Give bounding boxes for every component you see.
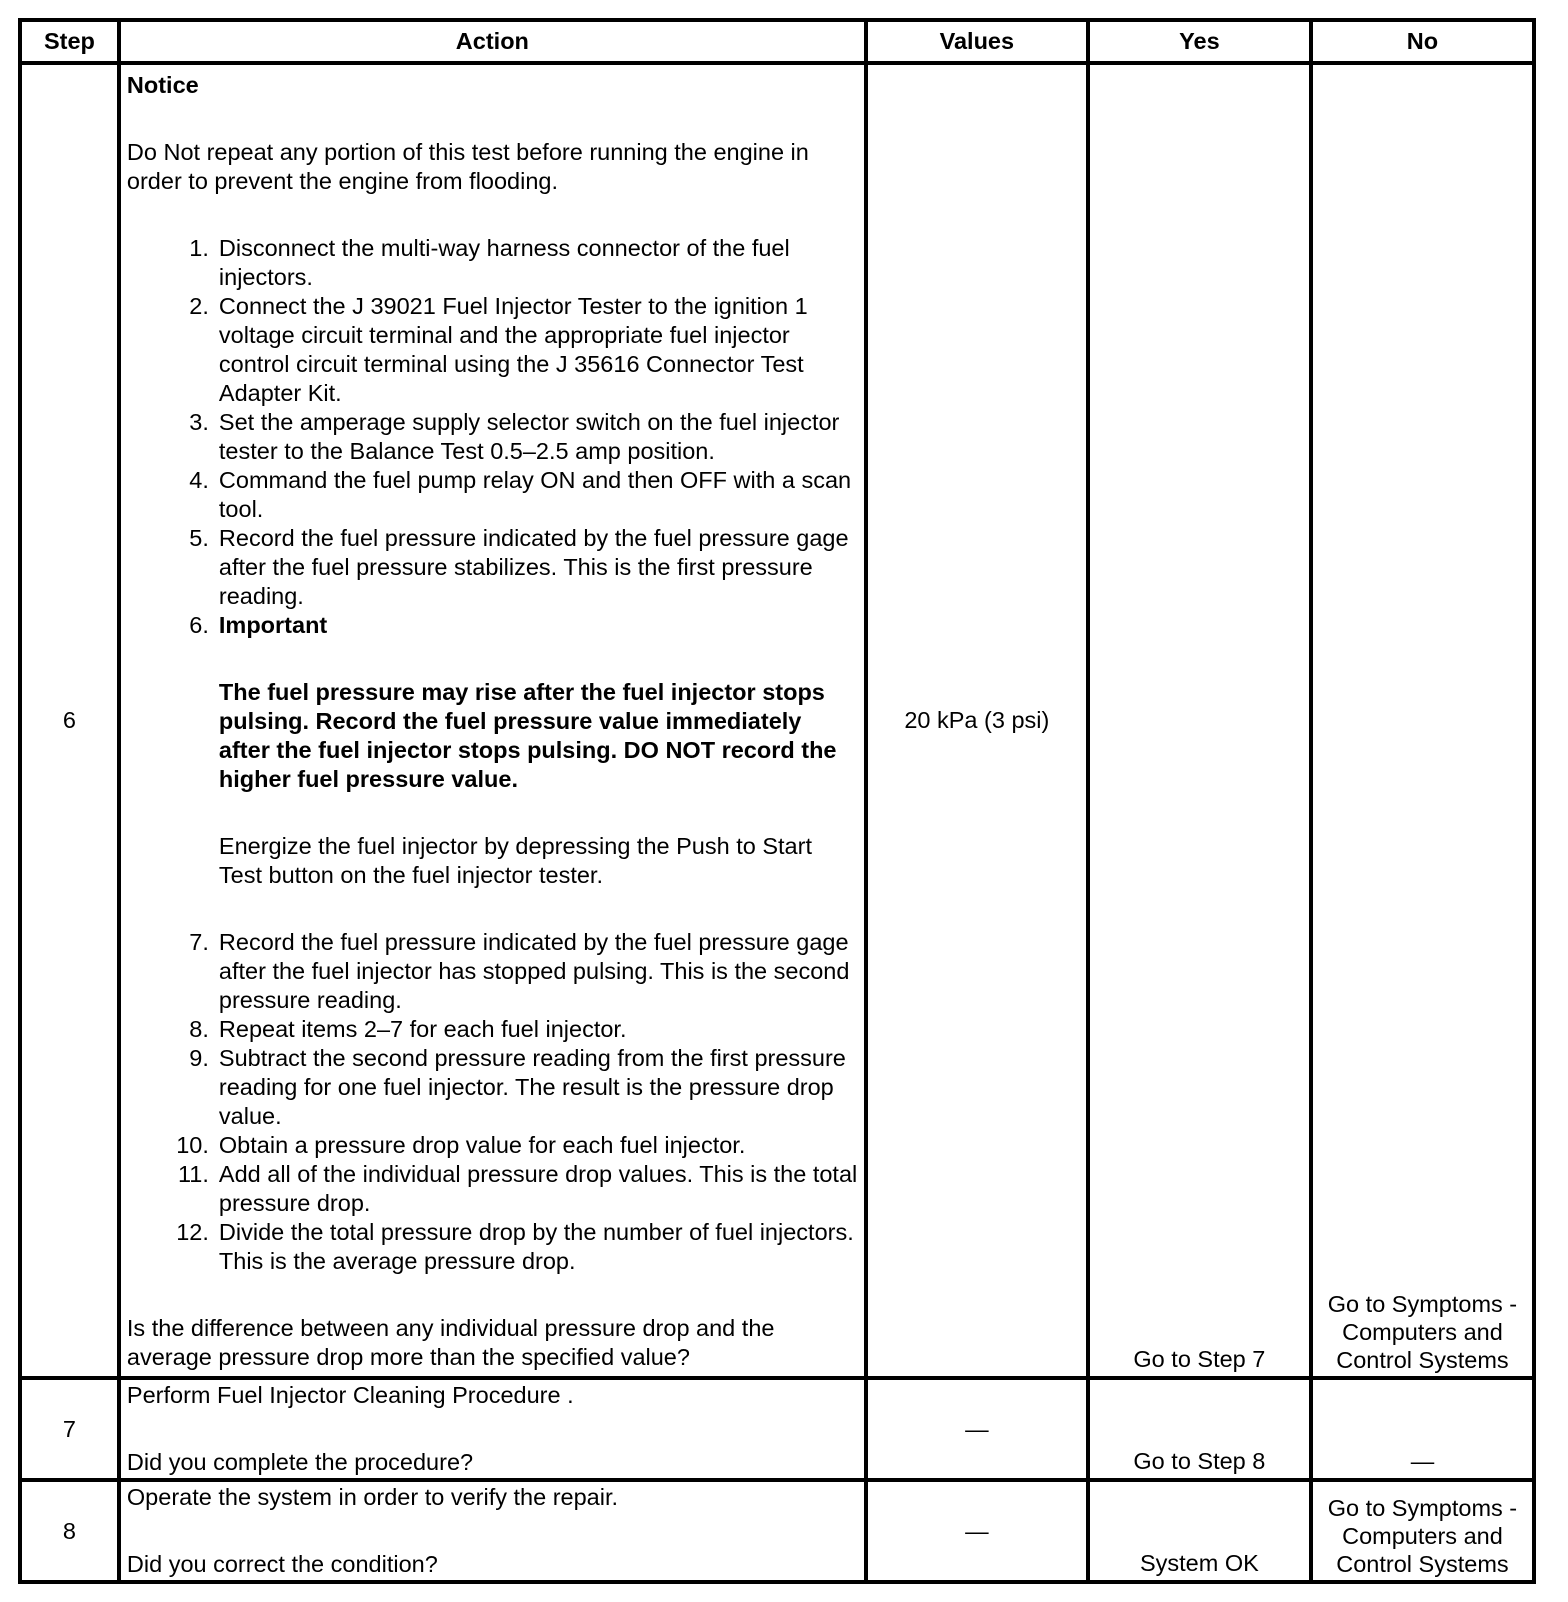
- list-item: [127, 928, 858, 1015]
- list-item: [127, 408, 858, 466]
- list-item-text: Repeat items 2–7 for each fuel injector.: [218, 1016, 627, 1042]
- no-cell: —: [1311, 1378, 1534, 1480]
- list-item-number: 5.: [189, 525, 209, 551]
- list-item-number: 4.: [189, 467, 209, 493]
- list-item-number: 8.: [189, 1016, 209, 1042]
- list-item-text: Command the fuel pump relay ON and then OFF with a scan tool.: [218, 467, 852, 522]
- list-item-text: Subtract the second pressure reading from the first pressure reading for one fuel injector. The result is the pressure drop value.: [218, 1045, 846, 1129]
- list-item-number: 6.: [189, 612, 209, 638]
- action-text: Perform Fuel Injector Cleaning Procedure .: [126, 1382, 574, 1408]
- value-cell: —: [866, 1378, 1088, 1480]
- list-item-number: 7.: [189, 929, 209, 955]
- list-item: [127, 1131, 858, 1160]
- list-item-number: 10.: [176, 1132, 209, 1158]
- header-step: Step: [20, 20, 119, 63]
- header-no: No: [1311, 20, 1534, 63]
- list-item-text: Obtain a pressure drop value for each fuel injector.: [218, 1132, 746, 1158]
- table-row-step-8: [20, 1480, 1534, 1582]
- question-text: Is the difference between any individual pressure drop and the average pressure drop more than the specified value?: [126, 1315, 775, 1370]
- list-item-number: 2.: [189, 293, 209, 319]
- list-item-text: Connect the J 39021 Fuel Injector Tester to the ignition 1 voltage circuit terminal and the appropriate fuel injector control circuit terminal using the J 35616 Connector Test Adapter Kit.: [218, 293, 808, 406]
- notice-title: Notice: [126, 72, 199, 98]
- step-number: 7: [20, 1378, 119, 1480]
- list-item: [127, 1160, 858, 1218]
- action-text: Operate the system in order to verify the repair.: [126, 1484, 619, 1510]
- energize-text: Energize the fuel injector by depressing the Push to Start Test button on the fuel injector tester.: [218, 833, 812, 888]
- question-text: Did you correct the condition?: [126, 1551, 438, 1577]
- list-item-text: Add all of the individual pressure drop values. This is the total pressure drop.: [218, 1161, 858, 1216]
- yes-cell: Go to Step 8: [1088, 1378, 1311, 1480]
- diagnostic-table: [18, 18, 1536, 1584]
- list-item: [127, 234, 858, 292]
- yes-cell: System OK: [1088, 1480, 1311, 1582]
- table-row-step-7: [20, 1378, 1534, 1480]
- list-item-number: 1.: [189, 235, 209, 261]
- yes-cell: Go to Step 7: [1088, 63, 1311, 1378]
- list-item-number: 3.: [189, 409, 209, 435]
- action-cell: [119, 63, 866, 1378]
- no-cell: Go to Symptoms - Computers and Control Systems: [1311, 1480, 1534, 1582]
- notice-text: Do Not repeat any portion of this test before running the engine in order to prevent the engine from flooding.: [126, 139, 809, 194]
- list-item: [127, 292, 858, 408]
- list-item: [127, 1218, 858, 1276]
- list-item-text: Record the fuel pressure indicated by the fuel pressure gage after the fuel injector has stopped pulsing. This is the second pressure reading.: [218, 929, 850, 1013]
- list-item-number: 12.: [176, 1219, 209, 1245]
- list-item-text: Set the amperage supply selector switch on the fuel injector tester to the Balance Test 0.5–2.5 amp position.: [218, 409, 840, 464]
- list-item-text: Record the fuel pressure indicated by the fuel pressure gage after the fuel pressure stabilizes. This is the first pressure reading.: [218, 525, 849, 609]
- value-cell: —: [866, 1480, 1088, 1582]
- list-item-text: Important: [218, 612, 328, 638]
- step-number: 6: [20, 63, 119, 1378]
- list-item-text: Divide the total pressure drop by the number of fuel injectors. This is the average pressure drop.: [218, 1219, 854, 1274]
- list-item: [127, 1015, 858, 1044]
- list-item: [127, 1044, 858, 1131]
- list-item-number: 9.: [189, 1045, 209, 1071]
- question-text: Did you complete the procedure?: [126, 1449, 474, 1475]
- list-item: [127, 466, 858, 524]
- header-action: Action: [119, 20, 866, 63]
- no-cell: Go to Symptoms - Computers and Control Systems: [1311, 63, 1534, 1378]
- step-number: 8: [20, 1480, 119, 1582]
- list-item-text: Disconnect the multi-way harness connector of the fuel injectors.: [218, 235, 790, 290]
- value-cell: 20 kPa (3 psi): [866, 63, 1088, 1378]
- list-item: [127, 611, 858, 640]
- procedure-list-continued: [127, 928, 858, 1276]
- action-cell: [119, 1378, 866, 1480]
- list-item-number: 11.: [177, 1161, 209, 1187]
- list-item: [127, 524, 858, 611]
- header-yes: Yes: [1088, 20, 1311, 63]
- action-cell: [119, 1480, 866, 1582]
- important-text: The fuel pressure may rise after the fuel injector stops pulsing. Record the fuel pressure value immediately after the fuel injector stops pulsing. DO NOT record the higher fuel pressure value.: [218, 679, 837, 792]
- table-row-step-6: [20, 63, 1534, 1378]
- procedure-list: [127, 234, 858, 640]
- header-row: [20, 20, 1534, 63]
- header-values: Values: [866, 20, 1088, 63]
